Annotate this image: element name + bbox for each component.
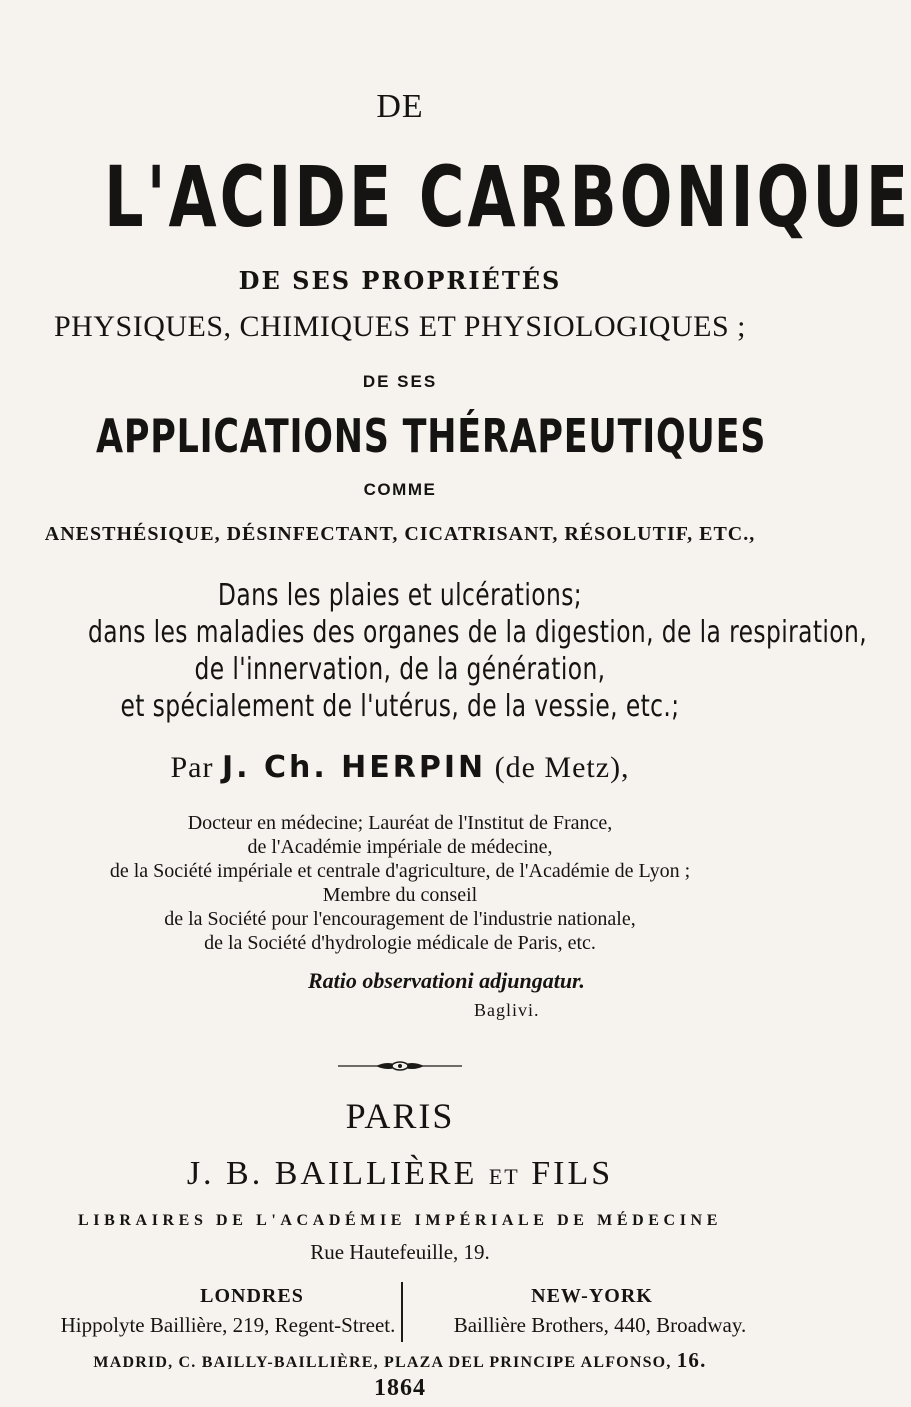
dans-line: Dans les plaies et ulcérations;: [217, 578, 583, 613]
londres-heading: LONDRES: [200, 1285, 304, 1307]
publisher-name-part1: J. B. BAILLIÈRE: [186, 1155, 478, 1192]
author-line: [0, 750, 800, 785]
publisher-name: [0, 1155, 800, 1193]
madrid-number: 16.: [676, 1348, 707, 1372]
madrid-line: [0, 1348, 800, 1373]
par-label: Par: [170, 751, 214, 784]
newyork-heading: NEW-YORK: [531, 1285, 653, 1307]
credential-line: de l'Académie impériale de médecine,: [247, 836, 553, 858]
ornament-divider-icon: [336, 1060, 464, 1072]
epigraph-quote: Ratio observationi adjungatur.: [308, 968, 585, 993]
uses-list: ANESTHÉSIQUE, DÉSINFECTANT, CICATRISANT, RÉSOLUTIF, ETC.,: [44, 523, 756, 545]
comme-label: COMME: [363, 480, 437, 499]
publisher-city: PARIS: [345, 1096, 455, 1136]
madrid-text: MADRID, C. BAILLY-BAILLIÈRE, PLAZA DEL PRINCIPE ALFONSO,: [93, 1354, 672, 1371]
credential-line: Docteur en médecine; Lauréat de l'Institut de France,: [187, 812, 613, 834]
credential-line: de la Société impériale et centrale d'agriculture, de l'Académie de Lyon ;: [109, 860, 691, 882]
londres-address: Hippolyte Baillière, 219, Regent-Street.: [60, 1313, 396, 1337]
main-title: L'ACIDE CARBONIQUE: [104, 148, 911, 246]
newyork-address: Baillière Brothers, 440, Broadway.: [453, 1313, 747, 1337]
credential-line: de la Société d'hydrologie médicale de Paris, etc.: [204, 932, 596, 954]
subtitle-properties: DE SES PROPRIÉTÉS: [238, 266, 562, 295]
dans-line: dans les maladies des organes de la digestion, de la respiration,: [88, 615, 868, 650]
street-address: Rue Hautefeuille, 19.: [310, 1240, 490, 1264]
author-name: J. Ch. HERPIN: [221, 750, 487, 785]
dans-line: et spécialement de l'utérus, de la vessie, etc.;: [120, 689, 680, 724]
epigraph-source: Baglivi.: [474, 1000, 540, 1020]
author-origin: (de Metz),: [494, 751, 630, 784]
credential-line: Membre du conseil: [322, 884, 478, 906]
applications-title: APPLICATIONS THÉRAPEUTIQUES: [96, 409, 767, 463]
subtitle-physiques: PHYSIQUES, CHIMIQUES ET PHYSIOLOGIQUES ;: [54, 310, 746, 343]
column-divider: [401, 1282, 403, 1342]
publisher-name-et: ET: [488, 1164, 520, 1189]
dans-line: de l'innervation, de la génération,: [194, 652, 606, 687]
credential-line: de la Société pour l'encouragement de l'industrie nationale,: [164, 908, 636, 930]
publication-year: 1864: [374, 1375, 426, 1401]
de-ses-label: DE SES: [362, 372, 438, 391]
publisher-name-part2: FILS: [531, 1155, 614, 1192]
libraires-line: LIBRAIRES DE L'ACADÉMIE IMPÉRIALE DE MÉDECINE: [78, 1212, 722, 1229]
heading-de: DE: [376, 88, 424, 125]
